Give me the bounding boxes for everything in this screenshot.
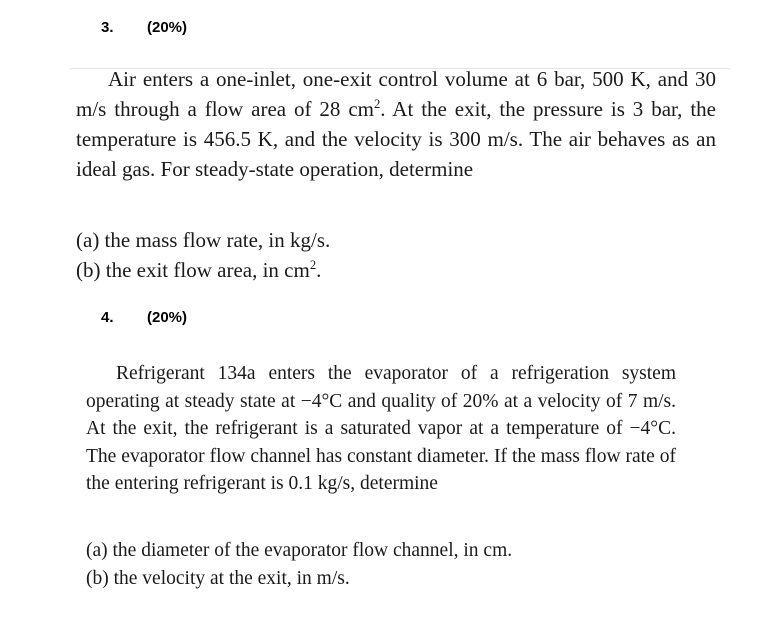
question-4-part-a: (a) the diameter of the evaporator flow channel, in cm. xyxy=(86,540,513,561)
question-4-text-body: Refrigerant 134a enters the evaporator of a refrigeration system operating at steady state at −4°C and quality of 20% at a velocity of 7 m/s. At the exit, the refrigerant is a saturated vapor at a temperature of −4°C. The evaporator flow channel has constant diameter. If the mass flow rate of the entering refrigerant is 0.1 kg/s, determine xyxy=(86,363,676,494)
question-4-parts xyxy=(86,537,512,592)
question-3-part-b xyxy=(76,255,330,285)
question-3-text-part-1: Air enters a one-inlet, one-exit control volume at 6 bar, 500 K, and 30 m/s through a flow area of 28 cm xyxy=(76,67,716,121)
question-3-header xyxy=(101,19,187,36)
question-3-parts xyxy=(76,225,330,285)
question-4-points: (20%) xyxy=(147,309,188,326)
question-3-text xyxy=(76,64,716,184)
question-3-part-b-text: (b) the exit flow area, in cm xyxy=(76,258,310,282)
question-3-part-b-end: . xyxy=(316,258,322,282)
question-4-part-b: (b) the velocity at the exit, in m/s. xyxy=(86,567,350,589)
question-3-superscript: 2 xyxy=(373,97,381,111)
question-4-header xyxy=(101,309,187,326)
question-3-number: 3. xyxy=(101,19,114,36)
question-3-part-b-superscript: 2 xyxy=(309,258,317,272)
question-4-number: 4. xyxy=(101,309,114,326)
question-4-text xyxy=(86,360,676,498)
question-3-text-part-2: . At the exit, the pressure is 3 bar, the temperature is 456.5 K, and the velocity is 300 m/s. The air behaves as an ideal gas. For steady-state operation, determine xyxy=(76,97,716,181)
question-3-points: (20%) xyxy=(147,19,188,36)
question-3-part-a: (a) the mass flow rate, in kg/s. xyxy=(76,228,331,252)
